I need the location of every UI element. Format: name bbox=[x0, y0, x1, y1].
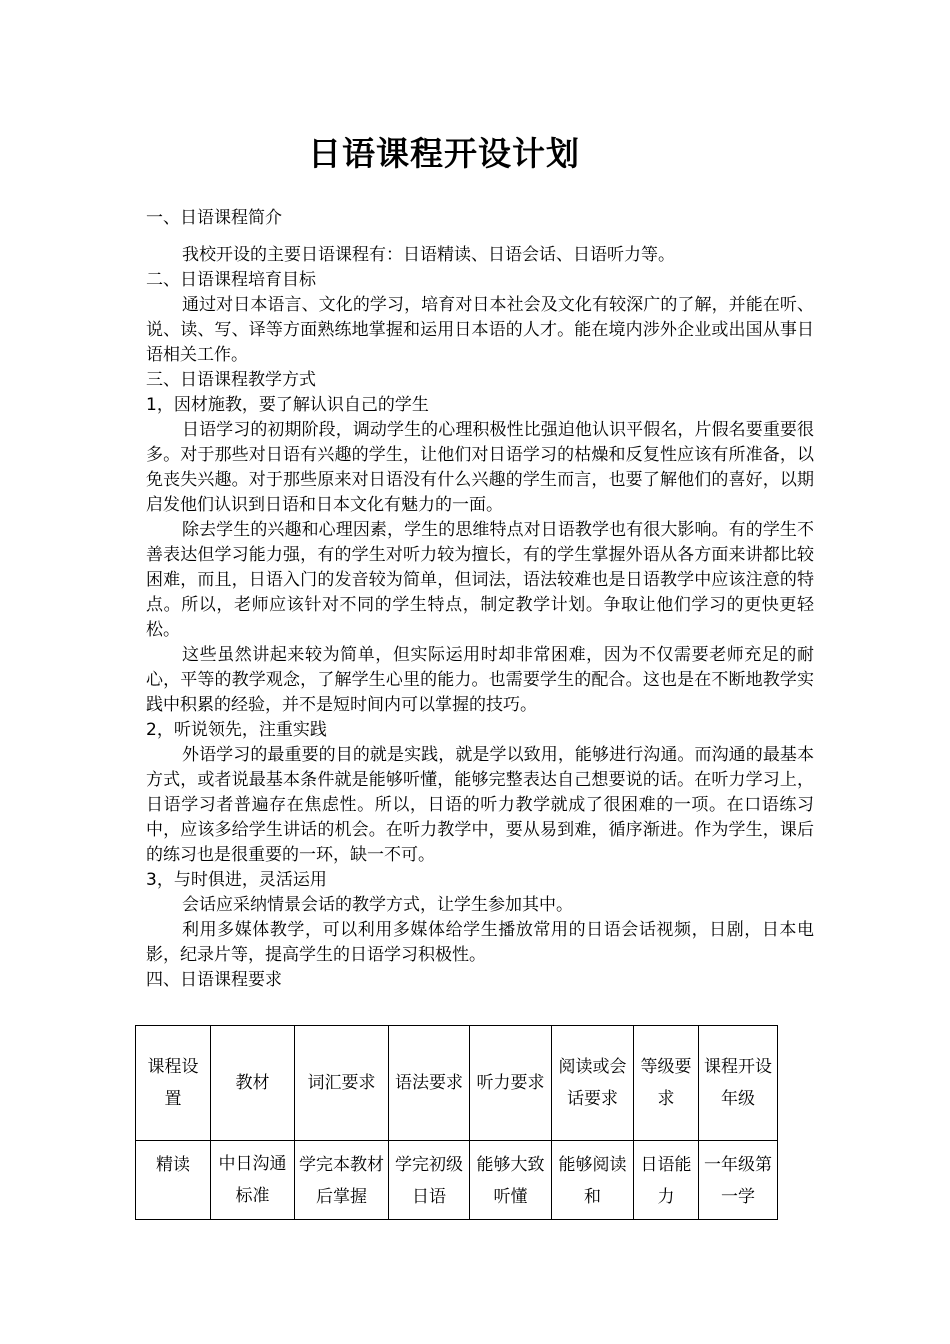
subheading-method-2: 2，听说领先，注重实践 bbox=[146, 720, 327, 740]
paragraph-method-1a: 日语学习的初期阶段，调动学生的心理积极性比强迫他认识平假名，片假名要重要很多。对于那些对日语有兴趣的学生，让他们对日语学习的枯燥和反复性应该有所准备，以免丧失兴趣。对于那些原来对日语没有什么兴趣的学生而言，也要了解他们的喜好，以期启发他们认识到日语和日本文化有魅力的一面。 bbox=[146, 420, 814, 515]
table-header-row bbox=[136, 1026, 778, 1141]
table-header-cell: 等级要求 bbox=[634, 1026, 699, 1141]
paragraph-method-1b: 除去学生的兴趣和心理因素，学生的思维特点对日语教学也有很大影响。有的学生不善表达但学习能力强，有的学生对听力较为擅长，有的学生掌握外语从各方面来讲都比较困难，而且，日语入门的发音较为简单，但词法，语法较难也是日语教学中应该注意的特点。所以，老师应该针对不同的学生特点，制定教学计划。争取让他们学习的更快更轻松。 bbox=[146, 520, 814, 640]
table-cell: 能够阅读和 bbox=[552, 1141, 634, 1220]
table-header-cell: 课程开设年级 bbox=[699, 1026, 778, 1141]
subheading-method-3: 3，与时俱进，灵活运用 bbox=[146, 870, 327, 890]
section-heading-methods: 三、日语课程教学方式 bbox=[146, 370, 316, 390]
requirements-table bbox=[135, 1025, 778, 1220]
document-title: 日语课程开设计划 bbox=[308, 134, 580, 173]
paragraph-method-2: 外语学习的最重要的目的就是实践，就是学以致用，能够进行沟通。而沟通的最基本方式，或者说最基本条件就是能够听懂，能够完整表达自己想要说的话。在听力学习上，日语学习者普遍存在焦虑性。所以，日语的听力教学就成了很困难的一项。在口语练习中，应该多给学生讲话的机会。在听力教学中，要从易到难，循序渐进。作为学生，课后的练习也是很重要的一环，缺一不可。 bbox=[146, 745, 814, 865]
paragraph-goals: 通过对日本语言、文化的学习，培育对日本社会及文化有较深广的了解，并能在听、说、读、写、译等方面熟练地掌握和运用日本语的人才。能在境内涉外企业或出国从事日语相关工作。 bbox=[146, 295, 814, 365]
table-header-cell: 词汇要求 bbox=[295, 1026, 389, 1141]
table-cell: 中日沟通标准 bbox=[211, 1141, 295, 1220]
paragraph-method-3a: 会话应采纳情景会话的教学方式，让学生参加其中。 bbox=[182, 895, 573, 915]
table-cell: 学完初级日语 bbox=[389, 1141, 470, 1220]
section-heading-requirements: 四、日语课程要求 bbox=[146, 970, 282, 990]
section-heading-intro: 一、日语课程简介 bbox=[146, 208, 282, 228]
paragraph-method-1c: 这些虽然讲起来较为简单，但实际运用时却非常困难，因为不仅需要老师充足的耐心，平等的教学观念，了解学生心里的能力。也需要学生的配合。这也是在不断地教学实践中积累的经验，并不是短时间内可以掌握的技巧。 bbox=[146, 645, 814, 715]
paragraph-course-list: 我校开设的主要日语课程有：日语精读、日语会话、日语听力等。 bbox=[182, 245, 675, 265]
table-cell: 日语能力 bbox=[634, 1141, 699, 1220]
table-cell: 一年级第一学 bbox=[699, 1141, 778, 1220]
document-body bbox=[146, 206, 814, 993]
table-cell: 学完本教材后掌握 bbox=[295, 1141, 389, 1220]
section-heading-goals: 二、日语课程培育目标 bbox=[146, 270, 316, 290]
table-header-cell: 课程设置 bbox=[136, 1026, 211, 1141]
table-cell: 能够大致听懂 bbox=[470, 1141, 552, 1220]
table-header-cell: 阅读或会话要求 bbox=[552, 1026, 634, 1141]
subheading-method-1: 1，因材施教，要了解认识自己的学生 bbox=[146, 395, 429, 415]
table-header-cell: 听力要求 bbox=[470, 1026, 552, 1141]
table-header-cell: 语法要求 bbox=[389, 1026, 470, 1141]
paragraph-method-3b: 利用多媒体教学，可以利用多媒体给学生播放常用的日语会话视频，日剧，日本电影，纪录片等，提高学生的日语学习积极性。 bbox=[146, 920, 814, 965]
table-cell: 精读 bbox=[136, 1141, 211, 1220]
table-row bbox=[136, 1141, 778, 1220]
table-header-cell: 教材 bbox=[211, 1026, 295, 1141]
